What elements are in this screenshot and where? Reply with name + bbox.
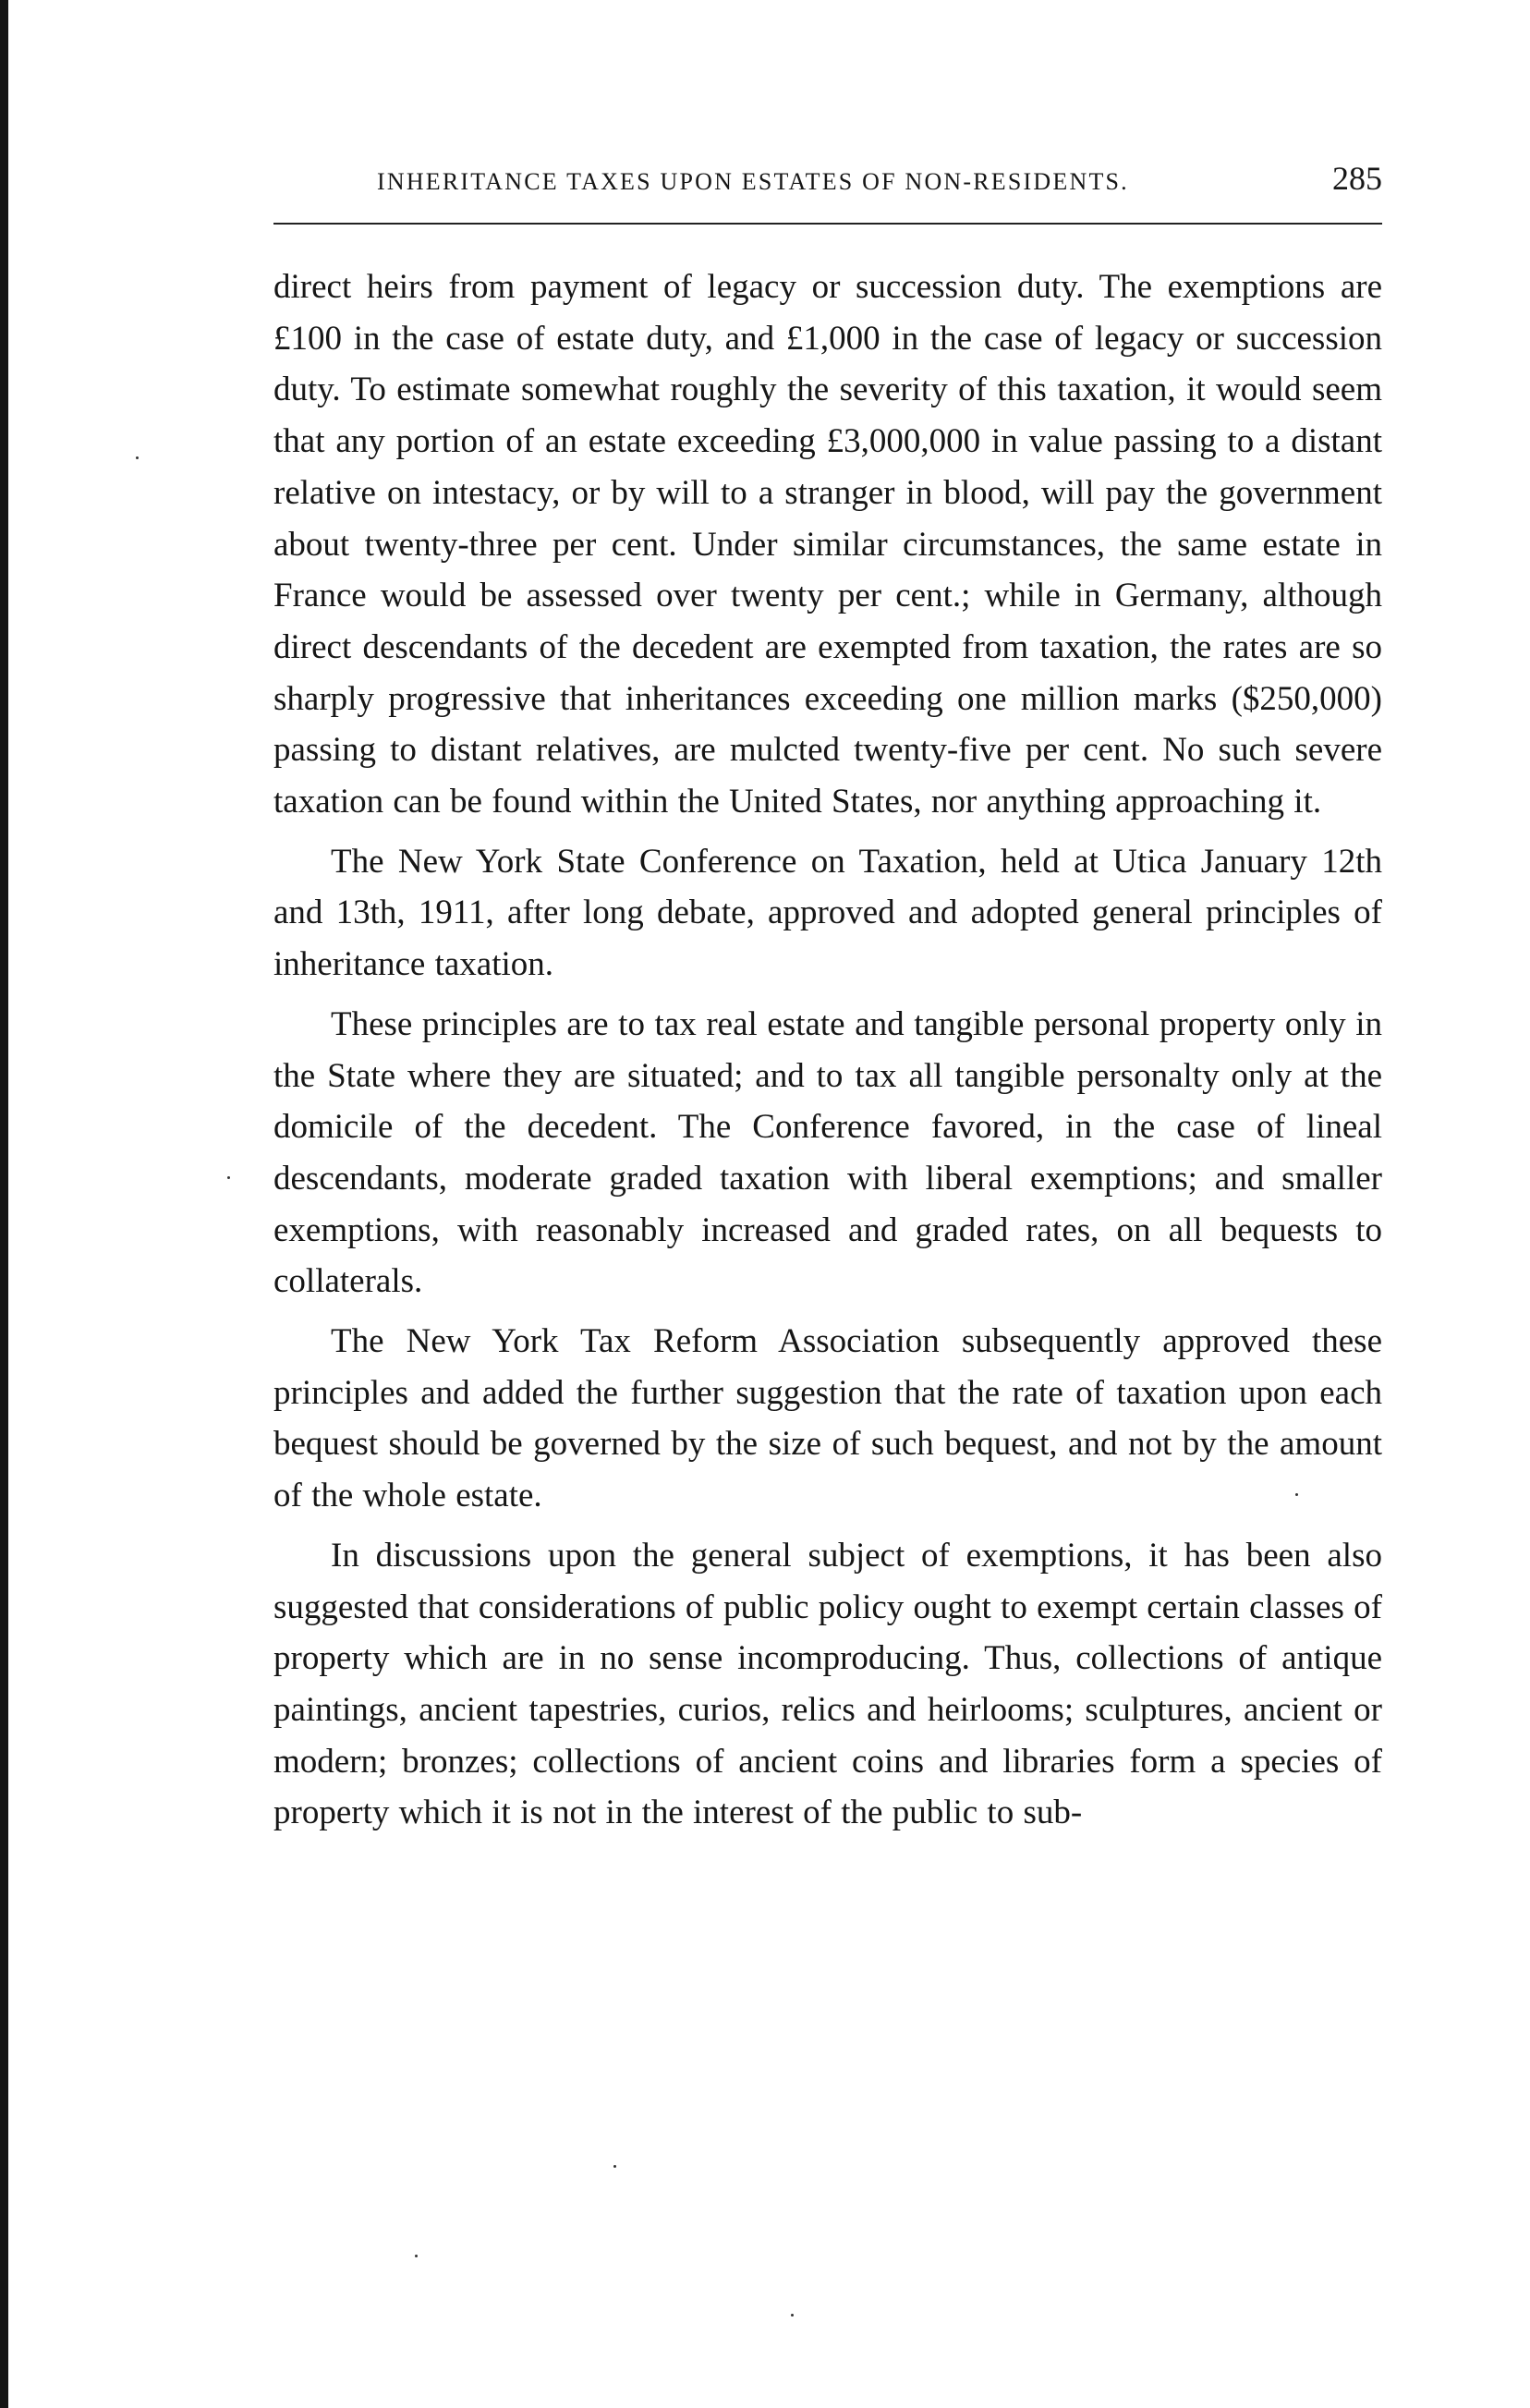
paragraph-principles: These principles are to tax real estate and tangible personal property only in the State where they are situated; and to tax all tangible personalty only at the domicile of the decedent. The Conference favored, in the case of lineal descendants, moderate graded taxation with liberal exemptions; and smaller exemptions, with reasonably increased and graded rates, on all bequests to collaterals.	[273, 1004, 1382, 1301]
header-rule	[273, 223, 1382, 225]
scan-speck	[791, 2314, 794, 2317]
body-text	[273, 261, 1382, 1847]
page-binding-edge	[0, 0, 8, 2408]
scan-speck	[1295, 1493, 1298, 1496]
scan-speck	[227, 1176, 230, 1179]
running-head	[273, 148, 1382, 207]
scan-speck	[136, 456, 139, 459]
scan-speck	[415, 2255, 418, 2257]
paragraph-exemptions: In discussions upon the general subject of exemptions, it has been also suggested that considerations of public policy ought to exempt certain classes of property which are in no sense incomproducing. Thus, collections of antique paintings, ancient tapestries, curios, relics and heirlooms; sculptures, ancient or modern; bronzes; collections of ancient coins and libraries form a species of property which it is not in the interest of the public to sub-	[273, 1536, 1382, 1832]
book-page	[273, 148, 1382, 1832]
paragraph-tax-reform-association: The New York Tax Reform Association subsequently approved these principles and added the further suggestion that the rate of taxation upon each bequest should be governed by the size of such bequest, and not by the amount of the whole estate.	[273, 1322, 1382, 1515]
scan-speck	[613, 2165, 616, 2168]
page-number: 285	[1332, 160, 1382, 197]
running-title: INHERITANCE TAXES UPON ESTATES OF NON-RESIDENTS.	[377, 168, 1129, 195]
paragraph-conference: The New York State Conference on Taxation, held at Utica January 12th and 13th, 1911, after long debate, approved and adopted general principles of inheritance taxation.	[273, 842, 1382, 984]
paragraph-continuation: direct heirs from payment of legacy or succession duty. The exemptions are £100 in the case of estate duty, and £1,000 in the case of legacy or succession duty. To estimate somewhat roughly the severity of this taxation, it would seem that any portion of an estate exceeding £3,000,000 in value passing to a distant relative on intestacy, or by will to a stranger in blood, will pay the government about twenty-three per cent. Under similar circumstances, the same estate in France would be assessed over twenty per cent.; while in Germany, although direct descendants of the decedent are exempted from taxation, the rates are so sharply progressive that inheritances exceeding one million marks ($250,000) passing to distant relatives, are mulcted twenty-five per cent. No such severe taxation can be found within the United States, nor anything approaching it.	[273, 268, 1382, 821]
